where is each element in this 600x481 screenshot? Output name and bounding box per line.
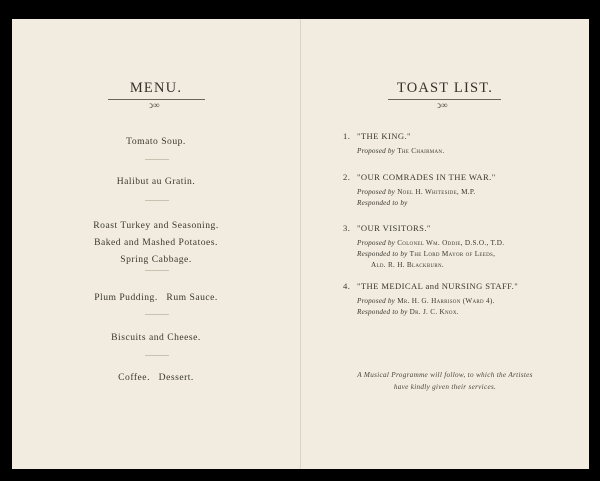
course-5	[12, 329, 300, 346]
course-line: Biscuits and Cheese.	[111, 332, 201, 343]
toast-number: 1.	[343, 131, 351, 141]
note-line-2: have kindly given their services.	[393, 383, 497, 391]
course-line: Tomato Soup.	[126, 136, 186, 147]
toast-credit-lead: Proposed by	[357, 239, 396, 247]
toast-number: 3.	[343, 223, 351, 233]
toast-number: 2.	[343, 172, 351, 182]
toast-credit-lead: Proposed by	[357, 188, 396, 196]
toast-title: "OUR COMRADES IN THE WAR."	[357, 172, 496, 182]
course-line: Plum Pudding. Rum Sauce.	[94, 292, 218, 303]
musical-programme-note	[301, 369, 589, 393]
toast-credit-name: Dr. J. C. Knox.	[409, 308, 459, 316]
toast-credit-line	[357, 307, 459, 318]
toast-credit-line	[357, 296, 495, 307]
toast-credit-lead: Responded to by	[357, 308, 408, 316]
toast-credit-line	[357, 198, 408, 209]
toast-credit-line	[357, 238, 504, 249]
toast-title: "THE KING."	[357, 131, 411, 141]
course-1	[12, 133, 300, 150]
toast-credit-line	[371, 260, 444, 271]
toast-credit-lead: Responded to by	[357, 250, 408, 258]
toast-credit-name: The Lord Mayor of Leeds,	[409, 250, 496, 258]
course-line: Spring Cabbage.	[120, 254, 192, 265]
toast-credit-name: Mr. H. G. Harrison (Ward 4).	[397, 297, 495, 305]
course-3	[12, 217, 300, 268]
toast-title: TOAST LIST.	[396, 80, 494, 96]
course-2	[12, 173, 300, 190]
menu-ornament-icon: ↄ∞	[149, 100, 160, 110]
course-line: Roast Turkey and Seasoning.	[93, 220, 219, 231]
toast-credit-line	[357, 187, 476, 198]
toast-credit-lead: Responded to by	[357, 199, 408, 207]
toast-credit-line	[357, 146, 444, 157]
menu-title: MENU.	[129, 80, 183, 96]
course-4	[12, 289, 300, 306]
toast-credit-name: Noel H. Whiteside, M.P.	[397, 188, 476, 196]
toast-credit-lead: Proposed by	[357, 147, 396, 155]
course-separator	[145, 159, 169, 160]
toast-title: "OUR VISITORS."	[357, 223, 431, 233]
toast-credit-name: Ald. R. H. Blackburn.	[371, 261, 445, 269]
course-separator	[145, 314, 169, 315]
toast-credit-name: Colonel Wm. Oddie, D.S.O., T.D.	[397, 239, 505, 247]
toast-credit-line	[357, 249, 495, 260]
toast-number: 4.	[343, 281, 351, 291]
course-line: Coffee. Dessert.	[118, 372, 194, 383]
toast-ornament-icon: ↄ∞	[437, 100, 448, 110]
course-line: Halibut au Gratin.	[116, 176, 196, 187]
toast-credit-lead: Proposed by	[357, 297, 396, 305]
note-line-1: A Musical Programme will follow, to which the Artistes	[357, 371, 533, 379]
course-6	[12, 369, 300, 386]
toast-credit-name: The Chairman.	[397, 147, 445, 155]
course-separator	[145, 355, 169, 356]
toast-title: "THE MEDICAL and NURSING STAFF."	[357, 281, 519, 291]
course-separator	[145, 270, 169, 271]
toast-panel	[301, 19, 589, 469]
course-line: Baked and Mashed Potatoes.	[94, 237, 218, 248]
menu-panel	[12, 19, 300, 469]
menu-card	[12, 19, 589, 469]
course-separator	[145, 200, 169, 201]
